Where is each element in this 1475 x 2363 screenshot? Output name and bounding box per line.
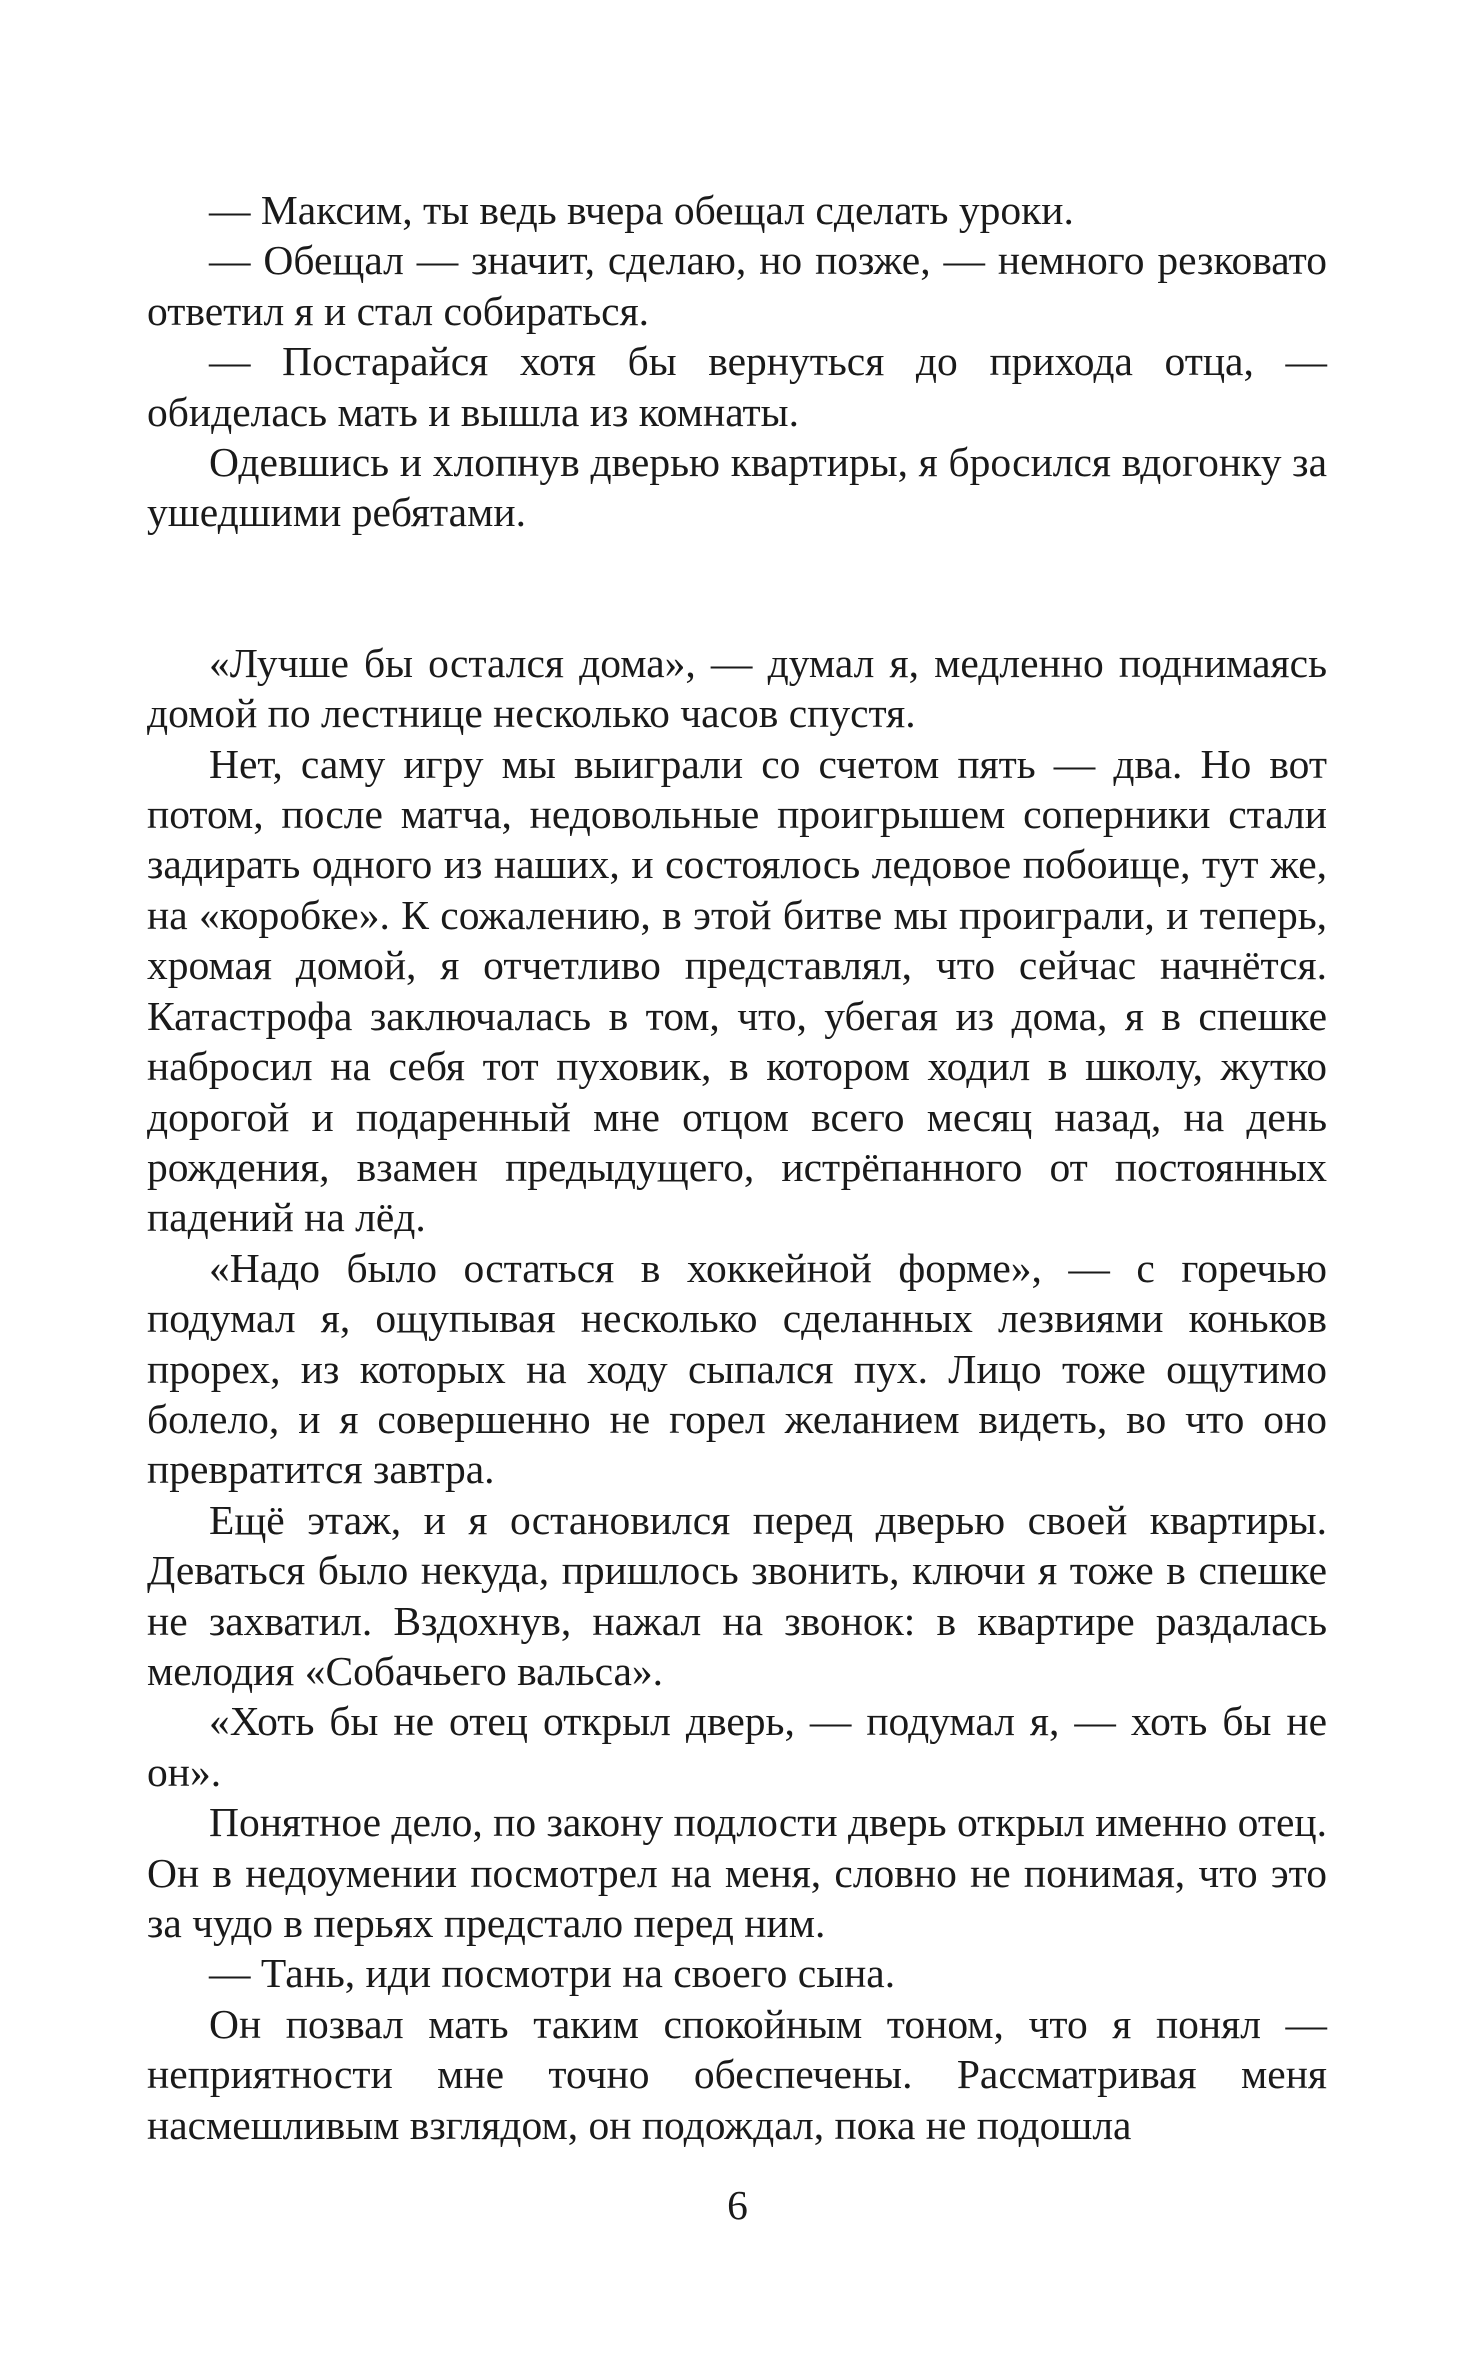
text-block-one	[147, 185, 1327, 538]
paragraph-last: Он позвал мать таким спокойным тоном, что я понял — неприятности мне точно обеспечены. Рассматривая меня насмешливым взглядом, он подождал, пока не подошла	[147, 2000, 1327, 2148]
paragraph: Ещё этаж, и я остановился перед дверью своей квартиры. Деваться было некуда, пришлось звонить, ключи я тоже в спешке не захватил. Вздохнув, нажал на звонок: в квартире раздалась мелодия «Собачьего вальса».	[147, 1496, 1327, 1694]
paragraph: — Тань, иди посмотри на своего сына.	[209, 1950, 896, 1997]
paragraph: — Обещал — значит, сделаю, но позже, — немного резковато ответил я и стал собираться.	[147, 237, 1327, 334]
paragraph: Одевшись и хлопнув дверью квартиры, я бросился вдогонку за ушедшими ребятами.	[147, 439, 1327, 536]
paragraph: — Максим, ты ведь вчера обещал сделать уроки.	[209, 187, 1074, 233]
paragraph: Понятное дело, по закону подлости дверь открыл именно отец. Он в недоумении посмотрел на меня, словно не понимая, что это за чудо в перьях предстало перед ним.	[147, 1799, 1327, 1946]
paragraph: «Лучше бы остался дома», — думал я, медленно поднимаясь домой по лестнице несколько часов спустя.	[147, 639, 1327, 737]
page-number: 6	[727, 2182, 748, 2228]
text-block-two	[147, 638, 1327, 2150]
paragraph: «Хоть бы не отец открыл дверь, — подумал я, — хоть бы не он».	[147, 1698, 1327, 1795]
paragraph: — Постарайся хотя бы вернуться до прихода отца, — обиделась мать и вышла из комнаты.	[147, 338, 1327, 435]
paragraph: Нет, саму игру мы выиграли со счетом пять — два. Но вот потом, после матча, недовольные проигрышем соперники стали задирать одного из наших, и состоялось ледовое побоище, тут же, на «коробке». К сожалению, в этой битве мы проиграли, и теперь, хромая домой, я отчетливо представлял, что сейчас начнётся. Катастрофа заключалась в том, что, убегая из дома, я в спешке набросил на себя тот пуховик, в котором ходил в школу, жутко дорогой и подаренный мне отцом всего месяц назад, на день рождения, взамен предыдущего, истрёпанного от постоянных падений на лёд.	[147, 740, 1327, 1241]
page-body	[147, 185, 1327, 2150]
paragraph: «Надо было остаться в хоккейной форме», — с горечью подумал я, ощупывая несколько сделанных лезвиями коньков прорех, из которых на ходу сыпался пух. Лицо тоже ощутимо болело, и я совершенно не горел желанием видеть, во что оно превратится завтра.	[147, 1244, 1327, 1493]
